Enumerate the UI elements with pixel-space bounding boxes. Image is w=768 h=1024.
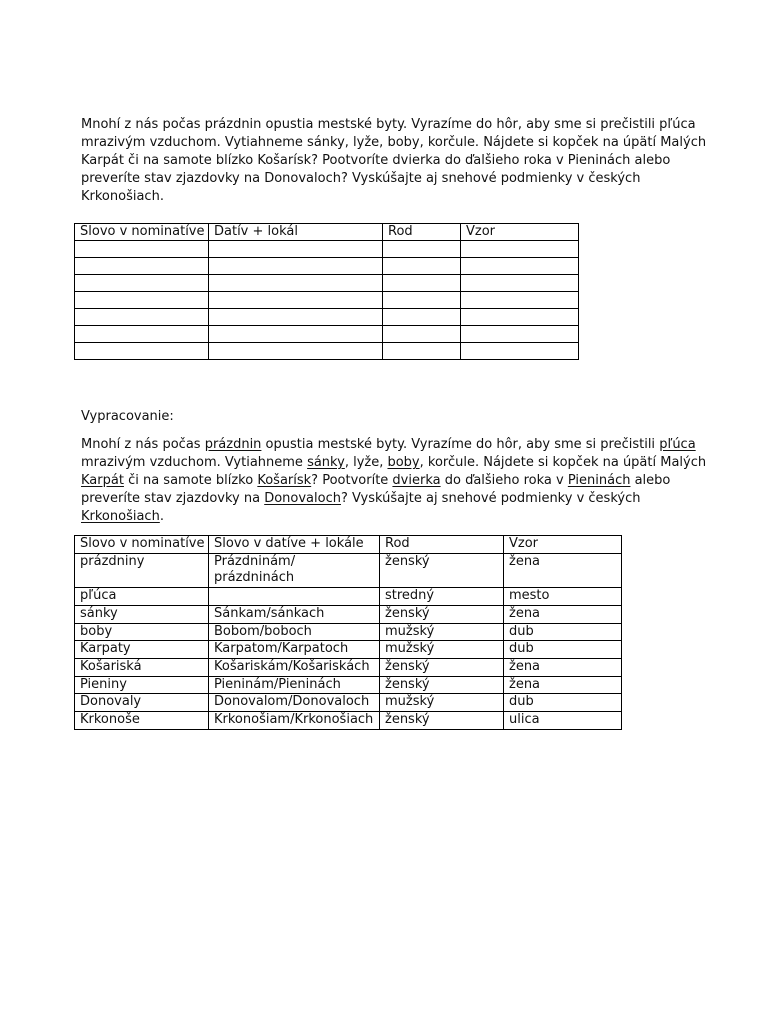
table-cell: stredný	[380, 588, 504, 606]
table-cell: dub	[504, 694, 622, 712]
table-cell: žena	[504, 676, 622, 694]
header-cell: Slovo v datíve + lokále	[209, 536, 380, 554]
table-cell	[383, 275, 461, 292]
table-cell	[75, 241, 209, 258]
table-row	[75, 676, 622, 694]
table-cell: Pieninám/Pieninách	[209, 676, 380, 694]
table-cell: dub	[504, 623, 622, 641]
table-cell	[461, 309, 579, 326]
table-cell: ulica	[504, 712, 622, 730]
table-cell: Karpatom/Karpatoch	[209, 641, 380, 659]
table-cell: pľúca	[75, 588, 209, 606]
intro-paragraph: Mnohí z nás počas prázdnin opustia mestské byty. Vyrazíme do hôr, aby sme si prečistili pľúca mrazivým vzduchom. Vytiahneme sánky, lyže, boby, korčule. Nájdete si kopček na úpätí Malých Karpát či na samote blízko Košarísk? Pootvoríte dvierka do ďalšieho roka v Pieninách alebo preveríte stav zjazdovky na Donovaloch? Vyskúšajte aj snehové podmienky v českých Krkonošiach.	[81, 117, 707, 204]
text-run: .	[159, 509, 164, 524]
table-cell	[461, 275, 579, 292]
table-cell	[209, 258, 383, 275]
underlined-word: dvierka	[392, 473, 441, 488]
table-cell: prázdniny	[75, 553, 209, 587]
table-row	[75, 641, 622, 659]
table-header-row	[75, 224, 579, 241]
table-cell	[75, 309, 209, 326]
header-cell: Vzor	[461, 224, 579, 241]
table-cell	[75, 343, 209, 360]
table-row	[75, 275, 579, 292]
underlined-word: prázdnin	[204, 437, 262, 452]
table-cell	[461, 326, 579, 343]
table-cell	[383, 292, 461, 309]
table-cell: dub	[504, 641, 622, 659]
table-cell	[461, 292, 579, 309]
table-row	[75, 658, 622, 676]
table-cell: mesto	[504, 588, 622, 606]
table-row	[75, 605, 622, 623]
table-cell: Prázdninám/ prázdninách	[209, 553, 380, 587]
underlined-word: pľúca	[659, 437, 696, 452]
table-cell: ženský	[380, 605, 504, 623]
underlined-word: Pieninách	[567, 473, 631, 488]
table-row	[75, 258, 579, 275]
table-row	[75, 712, 622, 730]
table-cell	[209, 588, 380, 606]
table-cell	[461, 258, 579, 275]
header-cell: Vzor	[504, 536, 622, 554]
table-cell	[209, 343, 383, 360]
header-cell: Slovo v nominatíve	[75, 224, 209, 241]
table-cell: mužský	[380, 641, 504, 659]
table-cell	[75, 275, 209, 292]
text-run: do ďalšieho roka v	[440, 473, 568, 488]
table-cell: mužský	[380, 623, 504, 641]
table-cell: Krkonoše	[75, 712, 209, 730]
table-cell: Krkonošiam/Krkonošiach	[209, 712, 380, 730]
solution-heading: Vypracovanie:	[81, 409, 174, 424]
table-cell: žena	[504, 605, 622, 623]
table-cell: sánky	[75, 605, 209, 623]
header-cell: Rod	[383, 224, 461, 241]
table-row	[75, 588, 622, 606]
table-cell	[383, 343, 461, 360]
text-run: Mnohí z nás počas	[81, 437, 205, 452]
table-row	[75, 241, 579, 258]
text-run: alebo preveríte stav zjazdovky na	[81, 473, 671, 506]
table-cell: Pieniny	[75, 676, 209, 694]
table-row	[75, 309, 579, 326]
table-row	[75, 623, 622, 641]
table-cell	[383, 326, 461, 343]
table-cell	[383, 241, 461, 258]
underlined-word: Krkonošiach	[81, 509, 160, 524]
table-cell: Sánkam/sánkach	[209, 605, 380, 623]
table-cell: Karpaty	[75, 641, 209, 659]
table-header-row	[75, 536, 622, 554]
header-cell: Datív + lokál	[209, 224, 383, 241]
table-cell	[461, 241, 579, 258]
table-cell: žena	[504, 658, 622, 676]
text-run: , lyže,	[344, 455, 388, 470]
text-run: opustia mestské byty. Vyrazíme do hôr, aby sme si prečistili	[261, 437, 660, 452]
text-run: , korčule. Nájdete si kopček na úpätí Malých	[419, 455, 707, 470]
table-row	[75, 343, 579, 360]
table-cell	[383, 258, 461, 275]
table-cell: ženský	[380, 658, 504, 676]
text-run: mrazivým vzduchom. Vytiahneme	[81, 455, 308, 470]
table-cell: mužský	[380, 694, 504, 712]
table-row	[75, 553, 622, 587]
text-run: ? Vyskúšajte aj snehové podmienky v českých	[340, 491, 641, 506]
table-cell	[461, 343, 579, 360]
table-cell: ženský	[380, 712, 504, 730]
solution-table	[74, 535, 622, 730]
underlined-word: Karpát	[81, 473, 124, 488]
table-cell: Donovaly	[75, 694, 209, 712]
table-cell: boby	[75, 623, 209, 641]
table-cell	[75, 326, 209, 343]
table-cell	[75, 258, 209, 275]
underlined-word: boby	[387, 455, 420, 470]
table-cell: ženský	[380, 553, 504, 587]
table-cell: Košariská	[75, 658, 209, 676]
table-row	[75, 326, 579, 343]
table-cell: žena	[504, 553, 622, 587]
text-run: či na samote blízko	[123, 473, 258, 488]
solution-paragraph	[81, 436, 721, 526]
underlined-word: Košarísk	[257, 473, 312, 488]
table-cell: Košariskám/Košariskách	[209, 658, 380, 676]
table-cell	[75, 292, 209, 309]
table-row	[75, 292, 579, 309]
table-cell: Bobom/boboch	[209, 623, 380, 641]
table-cell: Donovalom/Donovaloch	[209, 694, 380, 712]
underlined-word: sánky	[307, 455, 345, 470]
table-cell	[383, 309, 461, 326]
table-row	[75, 694, 622, 712]
table-cell: ženský	[380, 676, 504, 694]
text-run: ? Pootvoríte	[311, 473, 393, 488]
header-cell: Slovo v nominatíve	[75, 536, 209, 554]
underlined-word: Donovaloch	[264, 491, 341, 506]
blank-exercise-table	[74, 223, 579, 360]
header-cell: Rod	[380, 536, 504, 554]
table-cell	[209, 275, 383, 292]
table-cell	[209, 241, 383, 258]
table-cell	[209, 309, 383, 326]
table-cell	[209, 326, 383, 343]
table-cell	[209, 292, 383, 309]
